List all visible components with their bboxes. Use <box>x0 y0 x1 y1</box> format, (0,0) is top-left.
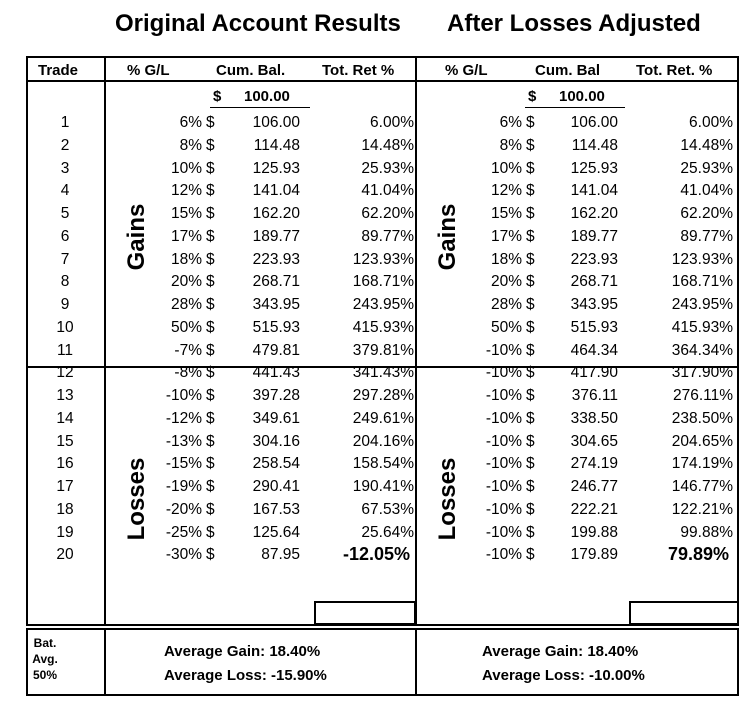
trade-number: 12 <box>56 364 74 382</box>
right-balance: 114.48 <box>571 136 618 154</box>
left-total-return: 89.77% <box>361 227 414 245</box>
right-balance: 343.95 <box>570 296 618 313</box>
right-total-return: 415.93% <box>671 318 733 336</box>
right-total-return: 122.21% <box>671 500 733 518</box>
right-total-return: 317.90% <box>671 364 733 382</box>
right-total-return: 243.95% <box>671 296 733 313</box>
trade-number: 11 <box>56 341 74 359</box>
right-total-return: 41.04% <box>680 182 733 200</box>
left-currency: $ <box>206 432 215 450</box>
right-currency: $ <box>526 432 535 450</box>
right-total-return: 89.77% <box>680 227 733 245</box>
right-total-return: 62.20% <box>680 205 733 222</box>
left-gl-value: 10% <box>170 159 202 177</box>
left-total-return: 67.53% <box>361 500 414 518</box>
trade-number: 15 <box>56 432 74 450</box>
left-gl-value: -7% <box>174 341 202 359</box>
left-total-return: 341.43% <box>352 364 414 382</box>
trade-number: 3 <box>60 159 70 177</box>
left-balance: 125.93 <box>252 159 300 177</box>
right-currency: $ <box>526 387 535 404</box>
left-gl-value: -30% <box>165 546 202 564</box>
header-right-cum: Cum. Bal <box>535 62 601 79</box>
left-balance: 125.64 <box>252 523 300 541</box>
final-total-box-right <box>629 601 739 625</box>
left-total-return: 379.81% <box>352 341 414 359</box>
left-currency: $ <box>206 455 215 473</box>
left-balance: 290.41 <box>252 478 300 495</box>
left-total-return: 14.48% <box>361 136 414 154</box>
left-total-return: 204.16% <box>352 432 414 450</box>
footer-divider-2 <box>415 628 417 696</box>
left-total-return: 168.71% <box>352 273 414 291</box>
left-gl-value: 18% <box>170 250 202 268</box>
header-divider <box>26 80 739 82</box>
left-gl-value: -20% <box>165 500 202 518</box>
right-average-gain: Average Gain: 18.40% <box>482 643 639 660</box>
left-gl-value: 50% <box>170 318 202 336</box>
right-balance: 179.89 <box>570 546 618 564</box>
trade-number: 4 <box>60 182 70 200</box>
right-currency: $ <box>526 227 535 245</box>
right-balance: 464.34 <box>570 341 618 359</box>
left-currency: $ <box>206 296 215 313</box>
left-gl-value: -8% <box>174 364 202 382</box>
right-currency: $ <box>526 114 535 131</box>
right-balance: 246.77 <box>570 478 618 495</box>
right-total-return: 168.71% <box>671 273 733 291</box>
header-right-tot: Tot. Ret. % <box>636 62 713 79</box>
left-gl-value: -12% <box>165 409 202 427</box>
right-balance: 222.21 <box>570 500 618 518</box>
left-total-return: 297.28% <box>352 387 414 404</box>
trade-number: 9 <box>60 296 70 313</box>
left-currency: $ <box>206 205 215 222</box>
header-left-gl: % G/L <box>127 62 170 79</box>
left-gl-value: 17% <box>170 227 202 245</box>
left-balance: 349.61 <box>252 409 300 427</box>
right-gl-value: 20% <box>490 273 522 291</box>
trade-number: 2 <box>60 136 70 154</box>
left-balance: 87.95 <box>261 546 300 564</box>
right-total-return: 14.48% <box>680 136 733 154</box>
left-gl-value: 8% <box>179 136 202 154</box>
left-balance: 441.43 <box>252 364 300 382</box>
left-currency: $ <box>206 182 215 200</box>
trade-number: 14 <box>56 409 74 427</box>
trade-number: 17 <box>56 478 74 495</box>
trade-number: 18 <box>56 500 74 518</box>
right-gl-value: -10% <box>485 387 522 404</box>
right-total-return: 276.11% <box>672 387 733 404</box>
left-gl-value: -19% <box>165 478 202 495</box>
left-gl-value: 12% <box>170 182 202 200</box>
right-total-return: 79.89% <box>667 544 729 565</box>
left-balance: 268.71 <box>252 273 300 291</box>
footer-frame <box>26 628 739 696</box>
right-balance: 162.20 <box>570 205 618 222</box>
header-trade: Trade <box>38 62 79 79</box>
trade-number: 6 <box>60 227 70 245</box>
right-balance: 189.77 <box>570 227 618 245</box>
left-total-return: 62.20% <box>361 205 414 222</box>
right-gl-value: -10% <box>485 500 522 518</box>
trade-number: 8 <box>60 273 70 291</box>
right-balance: 223.93 <box>570 250 618 268</box>
header-left-cum: Cum. Bal. <box>216 62 286 79</box>
right-balance: 199.88 <box>570 523 618 541</box>
right-gl-value: 15% <box>490 205 522 222</box>
right-currency: $ <box>526 546 535 564</box>
left-total-return: 158.54% <box>352 455 414 473</box>
left-average-gain: Average Gain: 18.40% <box>164 643 321 660</box>
left-total-return: 243.95% <box>352 296 414 313</box>
left-balance: 114.48 <box>253 136 300 154</box>
losses-label-right: Losses <box>434 457 461 541</box>
right-gl-value: -10% <box>485 546 522 564</box>
right-balance: 274.19 <box>570 455 618 473</box>
trade-number: 5 <box>60 205 70 222</box>
start-balance-right: 100.00 <box>559 88 605 105</box>
right-balance: 417.90 <box>570 364 618 382</box>
left-total-return: 415.93% <box>352 318 414 336</box>
right-balance: 125.93 <box>570 159 618 177</box>
left-currency: $ <box>206 546 215 564</box>
right-currency: $ <box>526 523 535 541</box>
right-balance: 338.50 <box>570 409 618 427</box>
section-divider <box>415 56 417 626</box>
footer-divider-1 <box>104 628 106 696</box>
start-balance-underline <box>210 107 310 108</box>
left-gl-value: -15% <box>165 455 202 473</box>
right-gl-value: -10% <box>485 523 522 541</box>
start-balance-underline-right <box>525 107 625 108</box>
bat-line-3: 50% <box>32 668 58 682</box>
right-currency: $ <box>526 182 535 200</box>
right-average-loss: Average Loss: -10.00% <box>482 667 645 684</box>
left-currency: $ <box>206 227 215 245</box>
left-balance: 515.93 <box>252 318 300 336</box>
left-balance: 141.04 <box>252 182 300 200</box>
right-currency: $ <box>526 205 535 222</box>
right-balance: 106.00 <box>570 114 618 131</box>
right-currency: $ <box>526 364 535 382</box>
right-gl-value: 18% <box>490 250 522 268</box>
left-total-return: -12.05% <box>342 544 410 565</box>
left-gl-value: -13% <box>165 432 202 450</box>
left-currency: $ <box>206 500 215 518</box>
left-balance: 167.53 <box>252 500 300 518</box>
left-currency: $ <box>206 250 215 268</box>
left-total-return: 41.04% <box>361 182 414 200</box>
right-currency: $ <box>526 455 535 473</box>
left-currency: $ <box>206 159 215 177</box>
left-total-return: 249.61% <box>352 409 414 427</box>
right-balance: 515.93 <box>570 318 618 336</box>
trade-number: 20 <box>56 546 74 564</box>
trade-number: 16 <box>56 455 74 473</box>
start-currency-right: $ <box>528 88 537 105</box>
left-balance: 162.20 <box>252 205 300 222</box>
start-currency-left: $ <box>213 88 222 105</box>
left-total-return: 6.00% <box>370 114 414 131</box>
left-average-loss: Average Loss: -15.90% <box>164 667 327 684</box>
left-balance: 397.28 <box>252 387 300 404</box>
title-adjusted: After Losses Adjusted <box>447 10 701 37</box>
right-currency: $ <box>526 250 535 268</box>
bat-line-2: Avg. <box>32 652 58 666</box>
right-currency: $ <box>526 136 535 154</box>
right-gl-value: 50% <box>490 318 522 336</box>
right-balance: 141.04 <box>570 182 618 200</box>
right-gl-value: 10% <box>490 159 522 177</box>
bat-line-1: Bat. <box>33 636 57 650</box>
header-right-gl: % G/L <box>445 62 488 79</box>
left-gl-value: -25% <box>165 523 202 541</box>
title-original: Original Account Results <box>115 10 401 37</box>
left-currency: $ <box>206 341 215 359</box>
left-gl-value: 6% <box>179 114 202 131</box>
header-left-tot: Tot. Ret % <box>322 62 395 79</box>
trade-number: 13 <box>56 387 74 404</box>
right-gl-value: 6% <box>499 114 522 131</box>
left-balance: 189.77 <box>252 227 300 245</box>
right-total-return: 6.00% <box>689 114 733 131</box>
left-currency: $ <box>206 523 215 541</box>
left-currency: $ <box>206 387 215 404</box>
right-balance: 304.65 <box>570 432 618 450</box>
trade-number: 19 <box>56 523 74 541</box>
right-gl-value: -10% <box>485 478 522 495</box>
batting-average-label <box>6 635 84 683</box>
left-gl-value: -10% <box>165 387 202 404</box>
gains-label-left: Gains <box>123 203 150 271</box>
left-gl-value: 28% <box>170 296 202 313</box>
right-gl-value: 8% <box>499 136 522 154</box>
final-total-box-left <box>314 601 416 625</box>
right-gl-value: 28% <box>490 296 522 313</box>
left-currency: $ <box>206 409 215 427</box>
right-gl-value: -10% <box>485 364 522 382</box>
left-currency: $ <box>206 478 215 495</box>
right-gl-value: -10% <box>485 341 522 359</box>
gains-label-right: Gains <box>434 203 461 271</box>
left-total-return: 190.41% <box>352 478 414 495</box>
trade-column-divider <box>104 56 106 626</box>
right-gl-value: 12% <box>490 182 522 200</box>
left-currency: $ <box>206 318 215 336</box>
right-balance: 268.71 <box>570 273 618 291</box>
right-currency: $ <box>526 478 535 495</box>
right-currency: $ <box>526 318 535 336</box>
left-balance: 258.54 <box>252 455 300 473</box>
right-currency: $ <box>526 273 535 291</box>
right-currency: $ <box>526 341 535 359</box>
losses-label-left: Losses <box>123 457 150 541</box>
right-currency: $ <box>526 296 535 313</box>
right-gl-value: -10% <box>485 455 522 473</box>
trade-number: 10 <box>56 318 74 336</box>
left-total-return: 25.93% <box>361 159 414 177</box>
right-total-return: 204.65% <box>671 432 733 450</box>
right-currency: $ <box>526 409 535 427</box>
left-total-return: 123.93% <box>352 250 414 268</box>
right-total-return: 174.19% <box>671 455 733 473</box>
left-currency: $ <box>206 136 215 154</box>
right-currency: $ <box>526 159 535 177</box>
left-balance: 343.95 <box>252 296 300 313</box>
left-gl-value: 15% <box>170 205 202 222</box>
left-total-return: 25.64% <box>361 523 414 541</box>
left-balance: 479.81 <box>252 341 300 359</box>
left-balance: 223.93 <box>252 250 300 268</box>
trade-number: 7 <box>60 250 70 268</box>
right-total-return: 99.88% <box>680 523 733 541</box>
trade-number: 1 <box>60 114 70 131</box>
right-total-return: 123.93% <box>671 250 733 268</box>
right-total-return: 146.77% <box>671 478 733 495</box>
right-gl-value: -10% <box>485 409 522 427</box>
left-balance: 106.00 <box>252 114 300 131</box>
left-currency: $ <box>206 364 215 382</box>
left-currency: $ <box>206 114 215 131</box>
right-total-return: 238.50% <box>671 409 733 427</box>
right-total-return: 364.34% <box>671 341 733 359</box>
start-balance-left: 100.00 <box>244 88 290 105</box>
right-gl-value: 17% <box>490 227 522 245</box>
left-currency: $ <box>206 273 215 291</box>
right-total-return: 25.93% <box>680 159 733 177</box>
left-gl-value: 20% <box>170 273 202 291</box>
left-balance: 304.16 <box>252 432 300 450</box>
right-balance: 376.11 <box>571 387 618 404</box>
right-currency: $ <box>526 500 535 518</box>
right-gl-value: -10% <box>485 432 522 450</box>
